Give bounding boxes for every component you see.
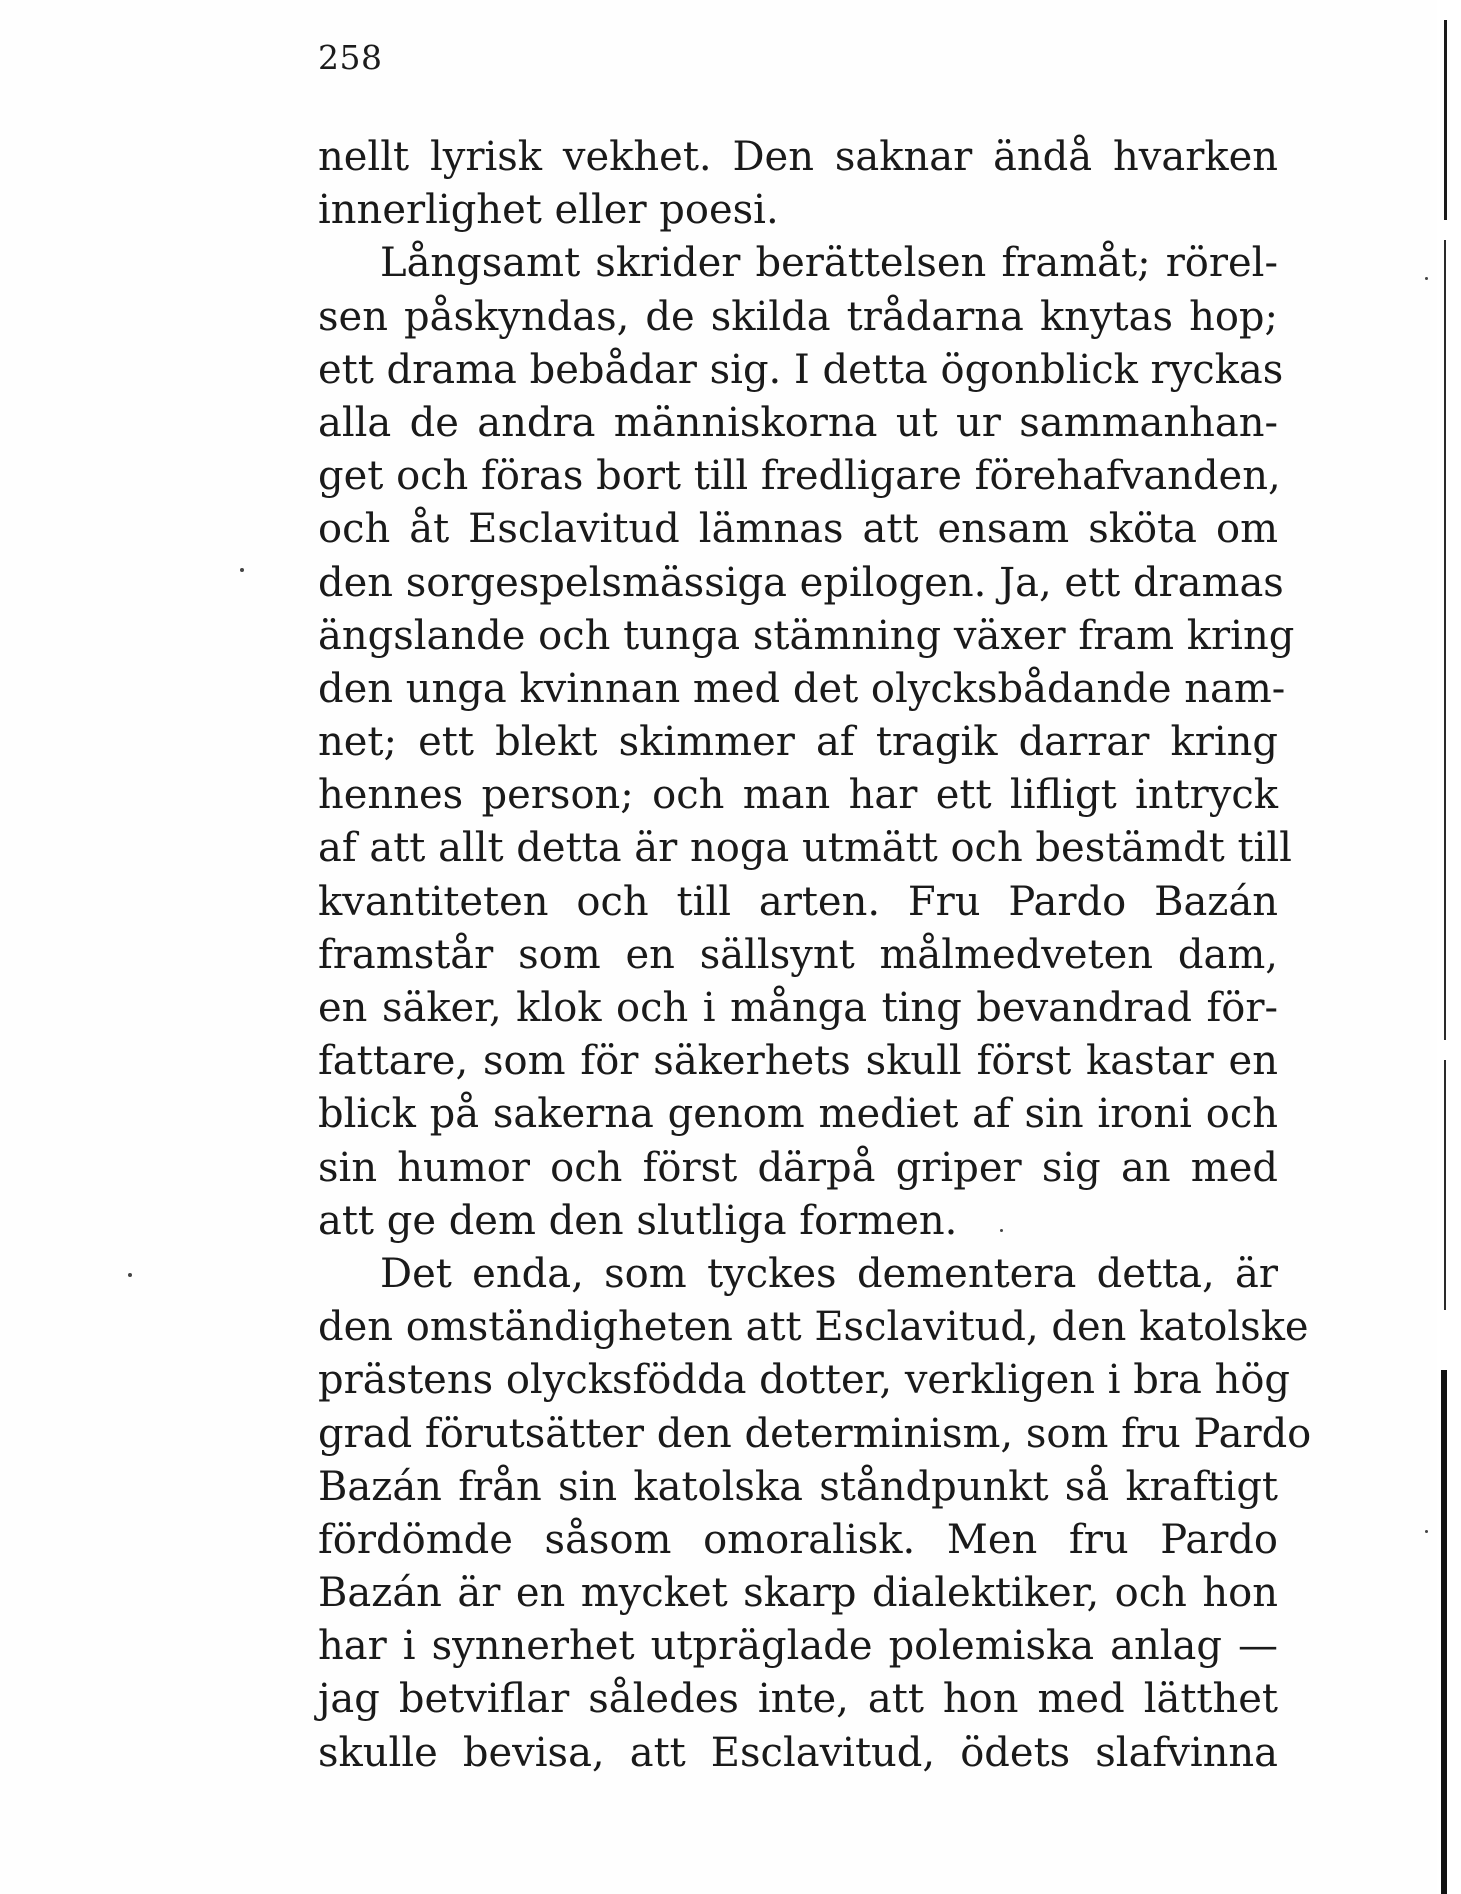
dust-speck <box>128 1273 132 1277</box>
text-line: ett drama bebådar sig. I detta ögonblick ryckas <box>318 346 1284 393</box>
paragraph <box>318 131 1278 237</box>
text-line: sin humor och först därpå griper sig an med <box>318 1144 1278 1191</box>
text-line: get och föras bort till fredligare förehafvanden, <box>318 453 1281 500</box>
text-line: Bazán är en mycket skarp dialektiker, och hon <box>318 1570 1278 1617</box>
text-line: den sorgespelsmässiga epilogen. Ja, ett dramas <box>318 559 1284 606</box>
binding-shadow <box>1444 240 1446 1040</box>
text-line: den unga kvinnan med det olycksbådande nam- <box>318 665 1286 712</box>
binding-shadow <box>1444 20 1447 220</box>
text-line: net; ett blekt skimmer af tragik darrar kring <box>318 719 1278 766</box>
text-line: sen påskyndas, de skilda trådarna knytas hop; <box>318 293 1278 340</box>
text-line: den omständigheten att Esclavitud, den katolske <box>318 1304 1309 1351</box>
text-line: hennes person; och man har ett lifligt intryck <box>318 772 1278 819</box>
dust-speck <box>240 568 244 572</box>
text-line: framstår som en sällsynt målmedveten dam, <box>318 931 1278 978</box>
text-line: jag betviflar således inte, att hon med lätthet <box>318 1676 1278 1723</box>
text-line: alla de andra människorna ut ur sammanhan- <box>318 399 1278 446</box>
text-line: grad förutsätter den determinism, som fru Pardo <box>318 1410 1312 1457</box>
text-line: en säker, klok och i många ting bevandrad för- <box>318 985 1278 1031</box>
dust-speck <box>1425 1530 1428 1533</box>
paragraph <box>318 1248 1312 1780</box>
body-text <box>318 131 1312 1780</box>
text-line: Det enda, som tyckes dementera detta, är <box>380 1250 1278 1297</box>
text-line: och åt Esclavitud lämnas att ensam sköta om <box>318 506 1278 553</box>
text-line: ängslande och tunga stämning växer fram kring <box>318 612 1295 659</box>
text-line: att ge dem den slutliga formen. <box>318 1197 958 1244</box>
dust-speck <box>1000 1229 1003 1232</box>
binding-shadow <box>1444 1060 1446 1310</box>
text-line: innerlighet eller poesi. <box>318 187 779 234</box>
text-line: har i synnerhet utpräglade polemiska anlag — <box>318 1623 1278 1670</box>
text-line: af att allt detta är noga utmätt och bestämdt till <box>318 825 1292 872</box>
binding-shadow <box>1441 1370 1447 1894</box>
page-number: 258 <box>318 38 383 77</box>
dust-speck <box>1425 277 1428 280</box>
text-line: fördömde såsom omoralisk. Men fru Pardo <box>318 1516 1278 1563</box>
paragraph <box>318 237 1295 1248</box>
text-line: fattare, som för säkerhets skull först kastar en <box>318 1038 1278 1085</box>
text-line: Långsamt skrider berättelsen framåt; rörel- <box>380 240 1278 287</box>
text-line: Bazán från sin katolska ståndpunkt så kraftigt <box>318 1463 1278 1510</box>
text-line: nellt lyrisk vekhet. Den saknar ändå hvarken <box>318 134 1278 180</box>
text-line: blick på sakerna genom mediet af sin ironi och <box>318 1091 1278 1138</box>
text-line: kvantiteten och till arten. Fru Pardo Bazán <box>318 878 1278 925</box>
text-line: skulle bevisa, att Esclavitud, ödets slafvinna <box>318 1729 1278 1776</box>
text-line: prästens olycksfödda dotter, verkligen i bra hög <box>318 1357 1291 1404</box>
